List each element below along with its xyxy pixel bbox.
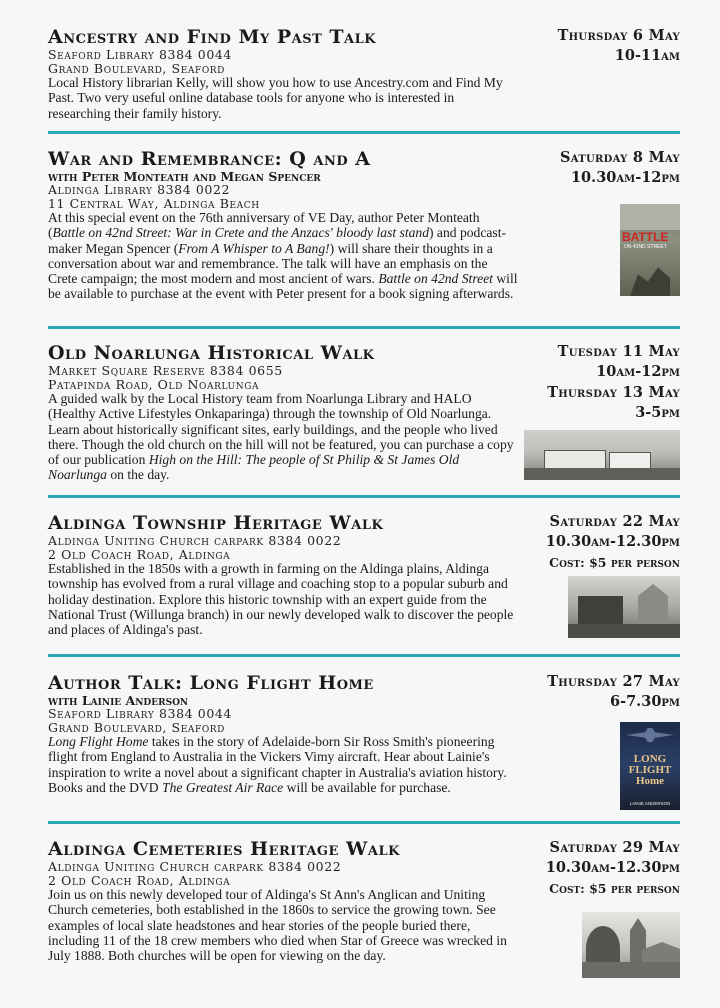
event-date: Thursday 27 May <box>547 673 680 690</box>
event-subtitle: with Peter Monteath and Megan Spencer <box>48 169 321 184</box>
event-venue: Aldinga Library 8384 0022 <box>48 182 231 197</box>
event-title: Ancestry and Find My Past Talk <box>48 26 377 48</box>
event-old-noarlunga-walk <box>48 342 680 492</box>
event-address: Grand Boulevard, Seaford <box>48 719 225 735</box>
divider <box>48 654 680 657</box>
event-address: 2 Old Coach Road, Aldinga <box>48 872 231 888</box>
event-time: 10.30am-12.30pm <box>545 859 680 876</box>
event-description: Local History librarian Kelly, will show you how to use Ancestry.com and Find My Past. Two very useful online database tools for anyone who is interested in researching their family history. <box>48 75 503 121</box>
divider <box>48 821 680 824</box>
historic-photo-old-noarlunga <box>524 430 680 480</box>
event-date: Tuesday 11 May <box>557 343 680 360</box>
event-author-talk-long-flight-home <box>48 672 680 816</box>
event-time: 6-7.30pm <box>609 693 680 710</box>
event-aldinga-township-walk <box>48 512 680 646</box>
event-date: Saturday 22 May <box>549 513 680 530</box>
event-address: Patapinda Road, Old Noarlunga <box>48 376 260 392</box>
event-description: A guided walk by the Local History team from Noarlunga Library and HALO (Healthy Active Lifestyles Onkaparinga) through the township of Old Noarlunga. Learn about historically significant sites, early buildings, and the people who lived there. Though the old church on the hill will not be featured, you can purchase a copy of our publication High on the Hill: The people of St Philip & St James Old Noarlunga on the day. <box>48 391 514 483</box>
event-description: Join us on this newly developed tour of Aldinga's St Ann's Anglican and Uniting Church cemeteries, both established in the 1860s to service the growing town. See examples of local slate headstones and hear stories of the people buried there, including 11 of the 18 crew members who died when Star of Greece was wrecked in July 1888. Both churches will be open for viewing on the day. <box>48 887 507 964</box>
event-date: Saturday 8 May <box>559 149 680 166</box>
historic-photo-aldinga-church <box>582 912 680 978</box>
event-aldinga-cemeteries-walk <box>48 838 680 998</box>
event-address: Grand Boulevard, Seaford <box>48 60 225 76</box>
event-description: At this special event on the 76th anniversary of VE Day, author Peter Monteath (Battle on 42nd Street: War in Crete and the Anzacs' bloody last stand) and podcast-maker Megan Spencer (From A Whisper to A Bang!) will share their thoughts in a conversation about war and remembrance. The talk will have an emphasis on the Crete campaign; the most modern and most ancient of wars. Battle on 42nd Street will be available to purchase at the event with Peter present for a book signing afterwards. <box>48 210 518 302</box>
event-time: 10.30am-12.30pm <box>545 533 680 550</box>
event-venue: Market Square Reserve 8384 0655 <box>48 363 283 378</box>
event-time-2: 3-5pm <box>635 404 680 421</box>
event-date: Saturday 29 May <box>549 839 680 856</box>
event-time: 10-11am <box>614 47 680 64</box>
event-title: Aldinga Cemeteries Heritage Walk <box>48 838 400 860</box>
event-address: 2 Old Coach Road, Aldinga <box>48 546 231 562</box>
event-venue: Aldinga Uniting Church carpark 8384 0022 <box>48 533 342 548</box>
divider <box>48 131 680 134</box>
event-subtitle: with Lainie Anderson <box>48 693 189 708</box>
event-venue: Seaford Library 8384 0044 <box>48 47 232 62</box>
event-description: Established in the 1850s with a growth in farming on the Aldinga plains, Aldinga township has evolved from a rural village and coaching stop to a popular suburb and holiday destination. Explore this historic township with an expert guide from the National Trust (Willunga branch) in our newly developed walk to discover the people and places of Aldinga's past. <box>48 561 514 638</box>
event-description: Long Flight Home takes in the story of Adelaide-born Sir Ross Smith's pioneering flight from England to Australia in the Vickers Vimy aircraft. Hear about Lainie's inspiration to write a novel about a significant chapter in Australia's aviation history. Books and the DVD The Greatest Air Race will be available for purchase. <box>48 734 507 795</box>
event-ancestry-talk <box>48 26 680 126</box>
event-title: Author Talk: Long Flight Home <box>48 672 374 694</box>
event-date: Thursday 6 May <box>557 27 680 44</box>
book-cover-battle-on-42nd-street: BATTLE ON 42ND STREET <box>620 204 680 296</box>
book-cover-long-flight-home: LONG FLIGHT Home LAINIE ANDERSON <box>620 722 680 810</box>
event-title: Old Noarlunga Historical Walk <box>48 342 375 364</box>
divider <box>48 495 680 498</box>
event-time: 10am-12pm <box>596 363 680 380</box>
event-date-2: Thursday 13 May <box>547 384 680 401</box>
event-venue: Aldinga Uniting Church carpark 8384 0022 <box>48 859 342 874</box>
event-title: Aldinga Township Heritage Walk <box>48 512 384 534</box>
event-war-remembrance <box>48 148 680 318</box>
event-venue: Seaford Library 8384 0044 <box>48 706 232 721</box>
event-cost: Cost: $5 per person <box>549 555 680 570</box>
event-cost: Cost: $5 per person <box>549 881 680 896</box>
event-address: 11 Central Way, Aldinga Beach <box>48 195 260 211</box>
divider <box>48 326 680 329</box>
event-title: War and Remembrance: Q and A <box>48 148 371 170</box>
historic-photo-aldinga-township <box>568 576 680 638</box>
event-time: 10.30am-12pm <box>570 169 680 186</box>
